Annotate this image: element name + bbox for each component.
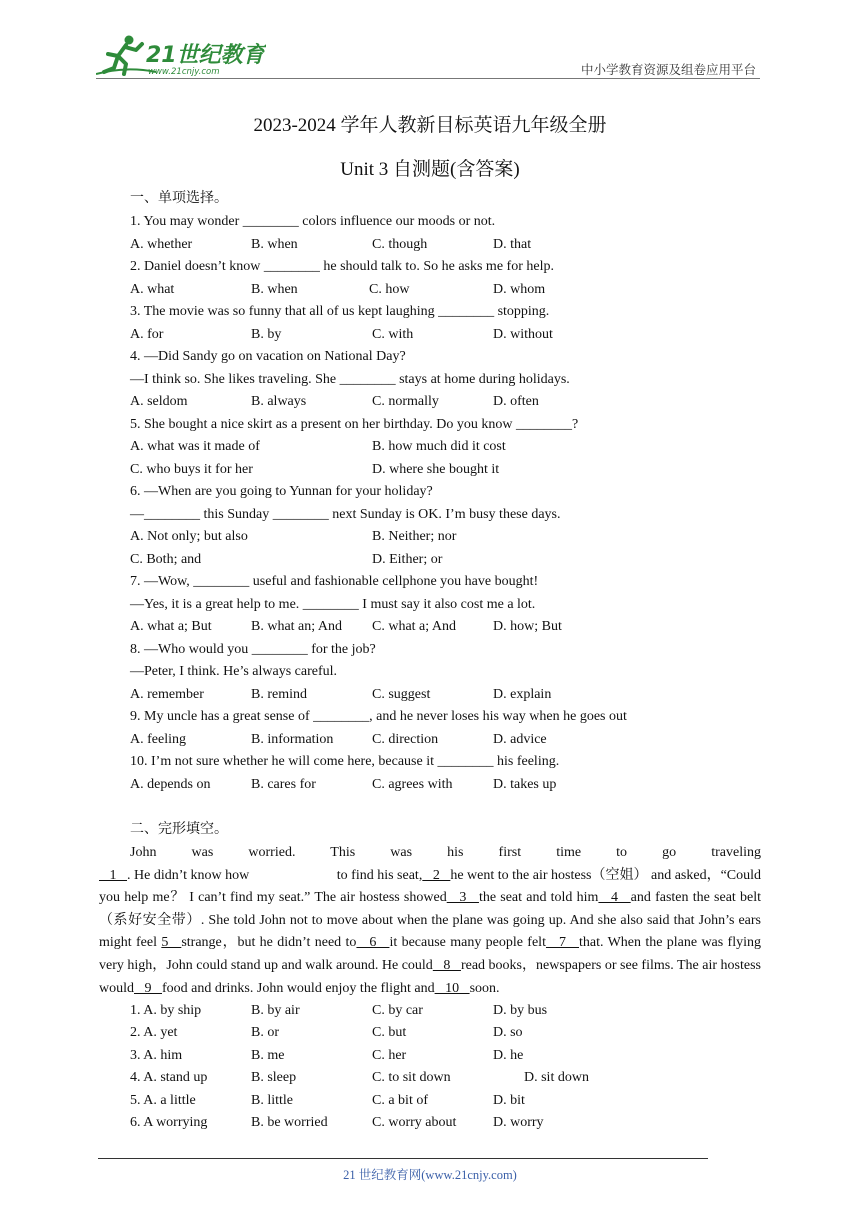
option: D. whom (493, 282, 546, 297)
option: D. takes up (493, 777, 557, 792)
option: D. Either; or (372, 552, 443, 567)
passage-text: soon. (469, 980, 500, 996)
question-4: 4. —Did Sandy go on vacation on National Day? (130, 349, 406, 364)
blank-8: 8 (432, 957, 461, 973)
options-6-row1 (130, 528, 750, 546)
passage-text: food and drinks. John would enjoy the flight and (162, 980, 435, 996)
option: A. seldom (130, 394, 188, 409)
option: B. little (251, 1093, 293, 1108)
option: C. but (372, 1025, 407, 1040)
option: D. often (493, 394, 539, 409)
option: D. so (493, 1025, 523, 1040)
option: D. how; But (493, 619, 562, 634)
options-3 (130, 326, 750, 344)
option: B. me (251, 1048, 285, 1063)
question-8-reply: —Peter, I think. He’s always careful. (130, 664, 338, 679)
svg-text:www.21cnjy.com: www.21cnjy.com (148, 67, 220, 77)
svg-text:21世纪教育: 21世纪教育 (146, 43, 265, 68)
page-header (96, 30, 760, 78)
option: B. how much did it cost (372, 439, 506, 454)
blank-10: 10 (434, 980, 470, 996)
header-platform-text: 中小学教育资源及组卷应用平台 (580, 63, 756, 77)
question-4-reply: —I think so. She likes traveling. She ________ stays at home during holidays. (130, 372, 570, 387)
passage-text: John was worried. This was his first time to go traveling (130, 845, 761, 860)
option: A. depends on (130, 777, 211, 792)
option: B. Neither; nor (372, 529, 457, 544)
question-10: 10. I’m not sure whether he will come here, because it ________ his feeling. (130, 754, 560, 769)
page-subtitle: Unit 3 自测题(含答案) (340, 159, 520, 180)
option: D. bit (493, 1093, 525, 1108)
option: B. remind (251, 687, 307, 702)
option: C. her (372, 1048, 407, 1063)
option: A. remember (130, 687, 204, 702)
blank-6: 6 (356, 935, 390, 951)
options-5-row1 (130, 438, 750, 456)
cloze-options-2 (130, 1024, 750, 1042)
option: B. always (251, 394, 307, 409)
question-2: 2. Daniel doesn’t know ________ he should talk to. So he asks me for help. (130, 259, 554, 274)
options-10 (130, 776, 750, 794)
option: A. feeling (130, 732, 186, 747)
option: 3. A. him (130, 1048, 183, 1063)
option: C. a bit of (372, 1093, 428, 1108)
cloze-options-1 (130, 1002, 750, 1020)
options-4 (130, 393, 750, 411)
blank-5: 5 (161, 935, 182, 951)
question-7-reply: —Yes, it is a great help to me. ________ I must say it also cost me a lot. (130, 597, 536, 612)
option: C. by car (372, 1003, 423, 1018)
options-5-row2 (130, 461, 750, 479)
passage-text: . He didn’t know how to find his seat, (127, 867, 423, 883)
option: A. whether (130, 237, 193, 252)
option: A. what was it made of (130, 439, 260, 454)
option: D. advice (493, 732, 547, 747)
passage-text: it because many people felt (389, 935, 546, 951)
option: B. cares for (251, 777, 316, 792)
option: C. with (372, 327, 414, 342)
options-8 (130, 686, 750, 704)
option: B. or (251, 1025, 279, 1040)
blank-4: 4 (598, 890, 631, 906)
blank-2: 2 (422, 867, 451, 883)
option: C. agrees with (372, 777, 453, 792)
footer-divider (98, 1158, 708, 1159)
option: D. by bus (493, 1003, 548, 1018)
option: D. he (493, 1048, 524, 1063)
passage-text: and fasten the seat belt（系好安全带）. She told John not to move about when the plane was going up. And she also said that John’s ears might feel (99, 890, 762, 951)
question-5: 5. She bought a nice skirt as a present on her birthday. Do you know ________? (130, 417, 579, 432)
options-7 (130, 618, 750, 636)
option: B. by air (251, 1003, 300, 1018)
option: A. Not only; but also (130, 529, 248, 544)
passage-text: the seat and told him (478, 890, 599, 906)
option: C. though (372, 237, 428, 252)
option: 4. A. stand up (130, 1070, 208, 1085)
passage-text: read books，newspapers or see films. The air hostess would (99, 957, 761, 996)
option: C. what a; And (372, 619, 456, 634)
option: 5. A. a little (130, 1093, 196, 1108)
cloze-passage (99, 842, 761, 1000)
option: D. worry (493, 1115, 544, 1130)
option: 1. A. by ship (130, 1003, 202, 1018)
site-logo (96, 32, 266, 76)
option: D. where she bought it (372, 462, 500, 477)
question-3: 3. The movie was so funny that all of us kept laughing ________ stopping. (130, 304, 550, 319)
blank-7: 7 (545, 935, 579, 951)
option: B. sleep (251, 1070, 297, 1085)
page-title: 2023-2024 学年人教新目标英语九年级全册 (253, 115, 607, 136)
options-1 (130, 236, 750, 254)
cloze-options-3 (130, 1047, 750, 1065)
option: B. what an; And (251, 619, 342, 634)
option: D. sit down (524, 1070, 589, 1085)
option: B. when (251, 237, 298, 252)
options-2 (130, 281, 750, 299)
passage-text: strange，but he didn’t need to (181, 935, 357, 951)
option: B. when (251, 282, 298, 297)
question-8: 8. —Who would you ________ for the job? (130, 642, 376, 657)
question-7: 7. —Wow, ________ useful and fashionable cellphone you have bought! (130, 574, 539, 589)
passage-text: that. When the plane was flying very high，John could stand up and walk around. He could (99, 935, 761, 973)
cloze-options-4 (130, 1069, 750, 1087)
cloze-options-6 (130, 1114, 750, 1132)
option: C. who buys it for her (130, 462, 253, 477)
options-6-row2 (130, 551, 750, 569)
option: 2. A. yet (130, 1025, 178, 1040)
option: C. how (369, 282, 410, 297)
option: D. explain (493, 687, 552, 702)
option: C. direction (372, 732, 439, 747)
passage-text: he went to the air hostess（空姐） and asked，“Could you help me？ I can’t find my seat.” The air hostess showed (99, 867, 762, 906)
question-6: 6. —When are you going to Yunnan for your holiday? (130, 484, 433, 499)
option: A. what a; But (130, 619, 212, 634)
options-9 (130, 731, 750, 749)
option: B. be worried (251, 1115, 328, 1130)
question-6-reply: —________ this Sunday ________ next Sunday is OK. I’m busy these days. (130, 507, 561, 522)
section1-heading: 一、单项选择。 (130, 191, 228, 206)
option: B. by (251, 327, 282, 342)
option: C. Both; and (130, 552, 202, 567)
option: B. information (251, 732, 334, 747)
option: C. worry about (372, 1115, 457, 1130)
section2-heading: 二、完形填空。 (130, 822, 228, 837)
option: C. normally (372, 394, 439, 409)
blank-1: 1 (99, 867, 128, 883)
header-divider (96, 78, 760, 79)
option: D. without (493, 327, 553, 342)
footer-link[interactable]: 21 世纪教育网(www.21cnjy.com) (343, 1168, 517, 1182)
blank-3: 3 (446, 890, 479, 906)
option: C. to sit down (372, 1070, 451, 1085)
option: A. what (130, 282, 175, 297)
option: C. suggest (372, 687, 431, 702)
question-9: 9. My uncle has a great sense of ________, and he never loses his way when he goes out (130, 709, 627, 724)
option: 6. A worrying (130, 1115, 208, 1130)
cloze-options-5 (130, 1092, 750, 1110)
option: D. that (493, 237, 532, 252)
option: A. for (130, 327, 164, 342)
blank-9: 9 (134, 980, 162, 996)
question-1: 1. You may wonder ________ colors influence our moods or not. (130, 214, 496, 229)
